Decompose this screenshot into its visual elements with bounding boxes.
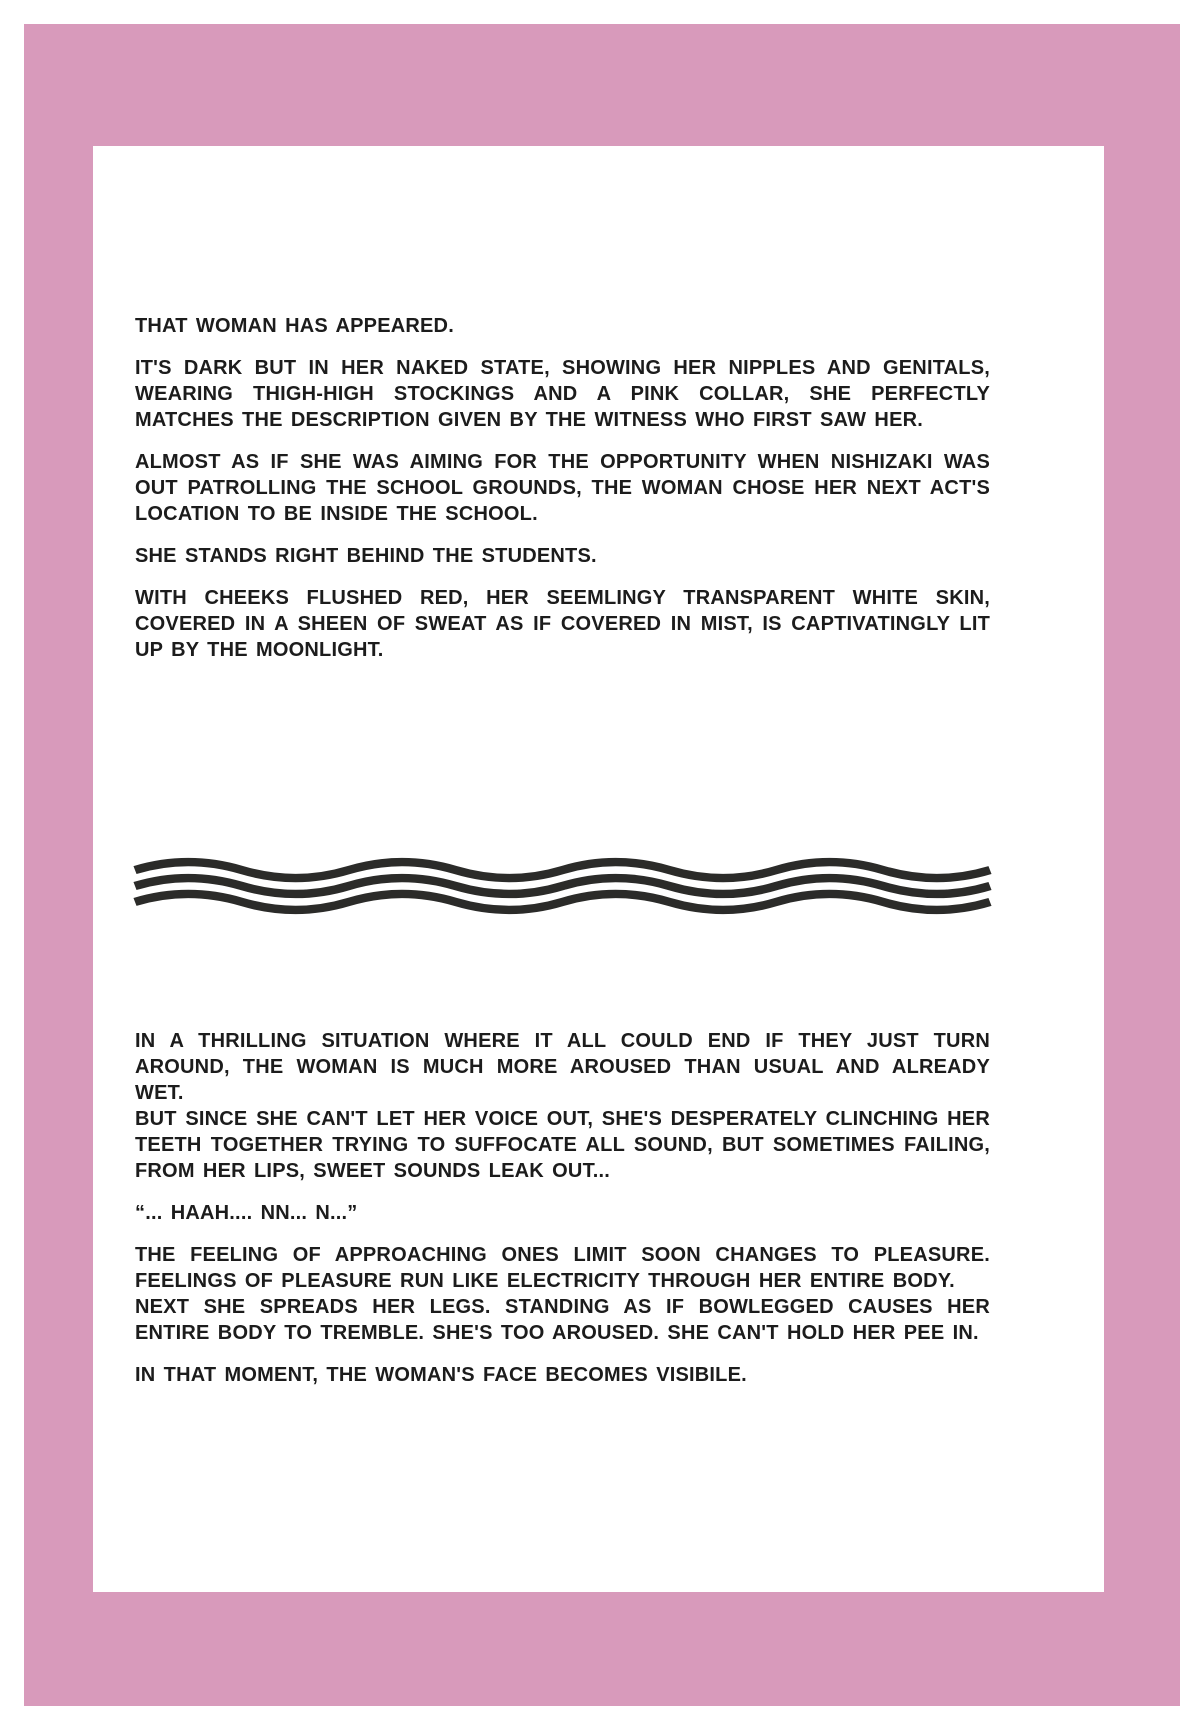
- paragraph: IT'S DARK BUT IN HER NAKED STATE, SHOWING HER NIPPLES AND GENITALS, WEARING THIGH-HIGH STOCKINGS AND A PINK COLLAR, SHE PERFECTLY MATCHES THE DESCRIPTION GIVEN BY THE WITNESS WHO FIRST SAW HER.: [135, 357, 990, 431]
- paragraph: THE FEELING OF APPROACHING ONES LIMIT SOON CHANGES TO PLEASURE. FEELINGS OF PLEASURE RUN LIKE ELECTRICITY THROUGH HER ENTIRE BODY.: [135, 1244, 990, 1292]
- paragraph: THAT WOMAN HAS APPEARED.: [135, 315, 454, 337]
- quote-paragraph: “... HAAH.... NN... N...”: [135, 1202, 358, 1224]
- paragraph: ALMOST AS IF SHE WAS AIMING FOR THE OPPORTUNITY WHEN NISHIZAKI WAS OUT PATROLLING THE SCHOOL GROUNDS, THE WOMAN CHOSE HER NEXT ACT'S LOCATION TO BE INSIDE THE SCHOOL.: [135, 451, 990, 525]
- wavy-divider: [135, 855, 990, 917]
- paragraph: BUT SINCE SHE CAN'T LET HER VOICE OUT, SHE'S DESPERATELY CLINCHING HER TEETH TOGETHER TRYING TO SUFFOCATE ALL SOUND, BUT SOMETIMES FAILING, FROM HER LIPS, SWEET SOUNDS LEAK OUT...: [135, 1108, 990, 1182]
- paragraph: WITH CHEEKS FLUSHED RED, HER SEEMLINGY TRANSPARENT WHITE SKIN, COVERED IN A SHEEN OF SWEAT AS IF COVERED IN MIST, IS CAPTIVATINGLY LIT UP BY THE MOONLIGHT.: [135, 587, 990, 661]
- paragraph: NEXT SHE SPREADS HER LEGS. STANDING AS IF BOWLEGGED CAUSES HER ENTIRE BODY TO TREMBLE. SHE'S TOO AROUSED. SHE CAN'T HOLD HER PEE IN.: [135, 1296, 990, 1344]
- paragraph: SHE STANDS RIGHT BEHIND THE STUDENTS.: [135, 545, 597, 567]
- paragraph: IN THAT MOMENT, THE WOMAN'S FACE BECOMES VISIBILE.: [135, 1364, 747, 1386]
- story-text-block: [135, 313, 990, 1388]
- paragraph: IN A THRILLING SITUATION WHERE IT ALL COULD END IF THEY JUST TURN AROUND, THE WOMAN IS MUCH MORE AROUSED THAN USUAL AND ALREADY WET.: [135, 1030, 990, 1104]
- content-sheet: [93, 146, 1104, 1592]
